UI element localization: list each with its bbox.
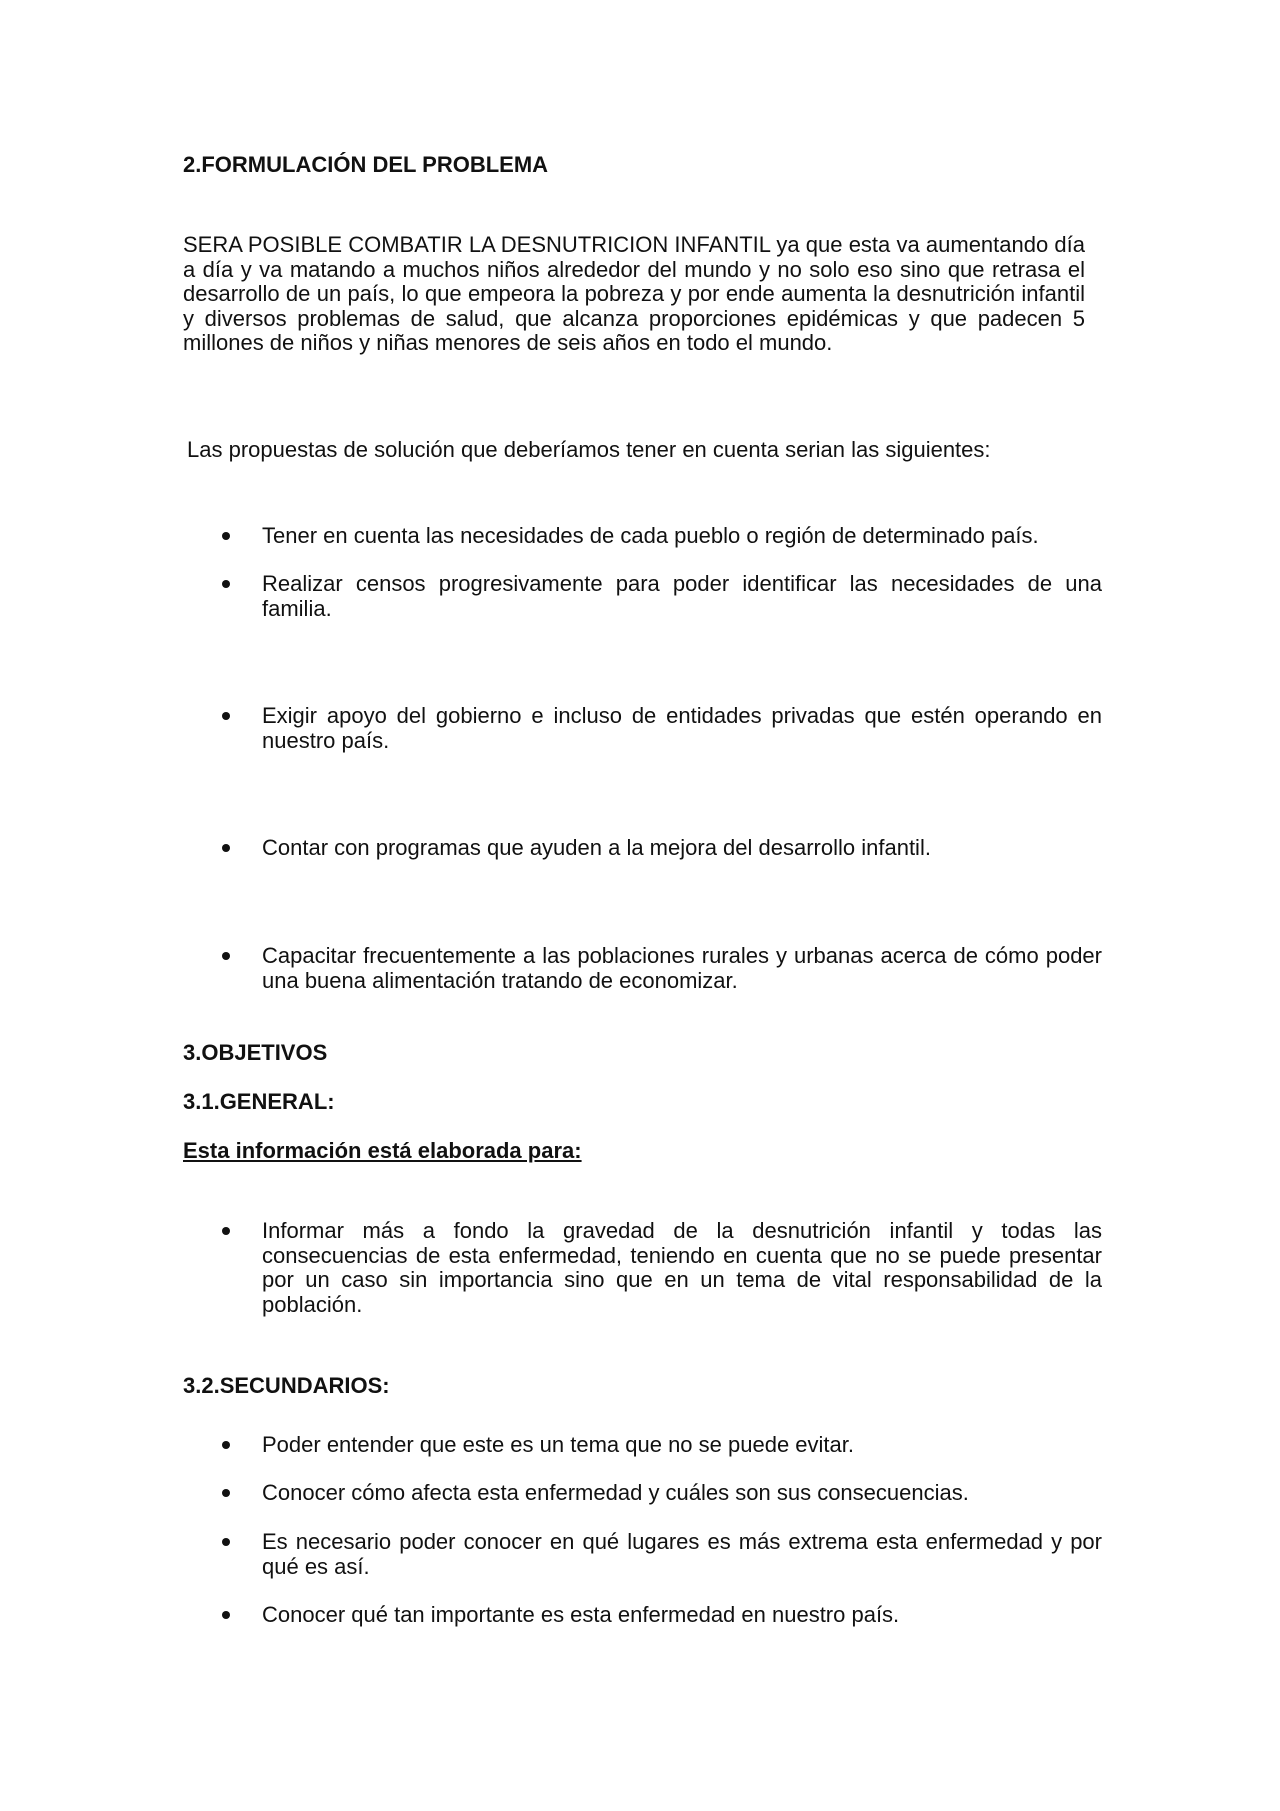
bullet-icon bbox=[222, 1538, 230, 1546]
list-item: Poder entender que este es un tema que no se puede evitar. bbox=[262, 1432, 854, 1457]
bullet-icon bbox=[222, 712, 230, 720]
secondary-title: 3.2.SECUNDARIOS: bbox=[183, 1373, 390, 1398]
general-subtitle: Esta información está elaborada para: bbox=[183, 1138, 582, 1163]
bullet-icon bbox=[222, 844, 230, 852]
general-title: 3.1.GENERAL: bbox=[183, 1089, 335, 1114]
list-item: Conocer qué tan importante es esta enfermedad en nuestro país. bbox=[262, 1602, 900, 1627]
bullet-icon bbox=[222, 1489, 230, 1497]
list-item: Informar más a fondo la gravedad de la desnutrición infantil y todas las consecuencias de esta enfermedad, teniendo en cuenta que no se puede presentar por un caso sin importancia sino que en un tema de vital responsabilidad de la población. bbox=[262, 1218, 1102, 1317]
section-3-title: 3.OBJETIVOS bbox=[183, 1040, 328, 1065]
list-item: Es necesario poder conocer en qué lugares es más extrema esta enfermedad y por qué es así. bbox=[262, 1529, 1102, 1579]
list-item: Capacitar frecuentemente a las poblaciones rurales y urbanas acerca de cómo poder una buena alimentación tratando de economizar. bbox=[262, 943, 1102, 993]
bullet-icon bbox=[222, 580, 230, 588]
problem-paragraph: SERA POSIBLE COMBATIR LA DESNUTRICION INFANTIL ya que esta va aumentando día a día y va matando a muchos niños alrededor del mundo y no solo eso sino que retrasa el desarrollo de un país, lo que empeora la pobreza y por ende aumenta la desnutrición infantil y diversos problemas de salud, que alcanza proporciones epidémicas y que padecen 5 millones de niños y niñas menores de seis años en todo el mundo. bbox=[183, 232, 1085, 355]
bullet-icon bbox=[222, 532, 230, 540]
list-item: Conocer cómo afecta esta enfermedad y cuáles son sus consecuencias. bbox=[262, 1480, 969, 1505]
bullet-icon bbox=[222, 1611, 230, 1619]
list-item: Exigir apoyo del gobierno e incluso de entidades privadas que estén operando en nuestro país. bbox=[262, 703, 1102, 753]
list-item: Realizar censos progresivamente para poder identificar las necesidades de una familia. bbox=[262, 571, 1102, 621]
section-2-title: 2.FORMULACIÓN DEL PROBLEMA bbox=[183, 152, 549, 177]
proposals-intro: Las propuestas de solución que deberíamos tener en cuenta serian las siguientes: bbox=[187, 437, 991, 462]
bullet-icon bbox=[222, 1227, 230, 1235]
bullet-icon bbox=[222, 1441, 230, 1449]
bullet-icon bbox=[222, 952, 230, 960]
list-item: Tener en cuenta las necesidades de cada pueblo o región de determinado país. bbox=[262, 523, 1039, 548]
list-item: Contar con programas que ayuden a la mejora del desarrollo infantil. bbox=[262, 835, 931, 860]
